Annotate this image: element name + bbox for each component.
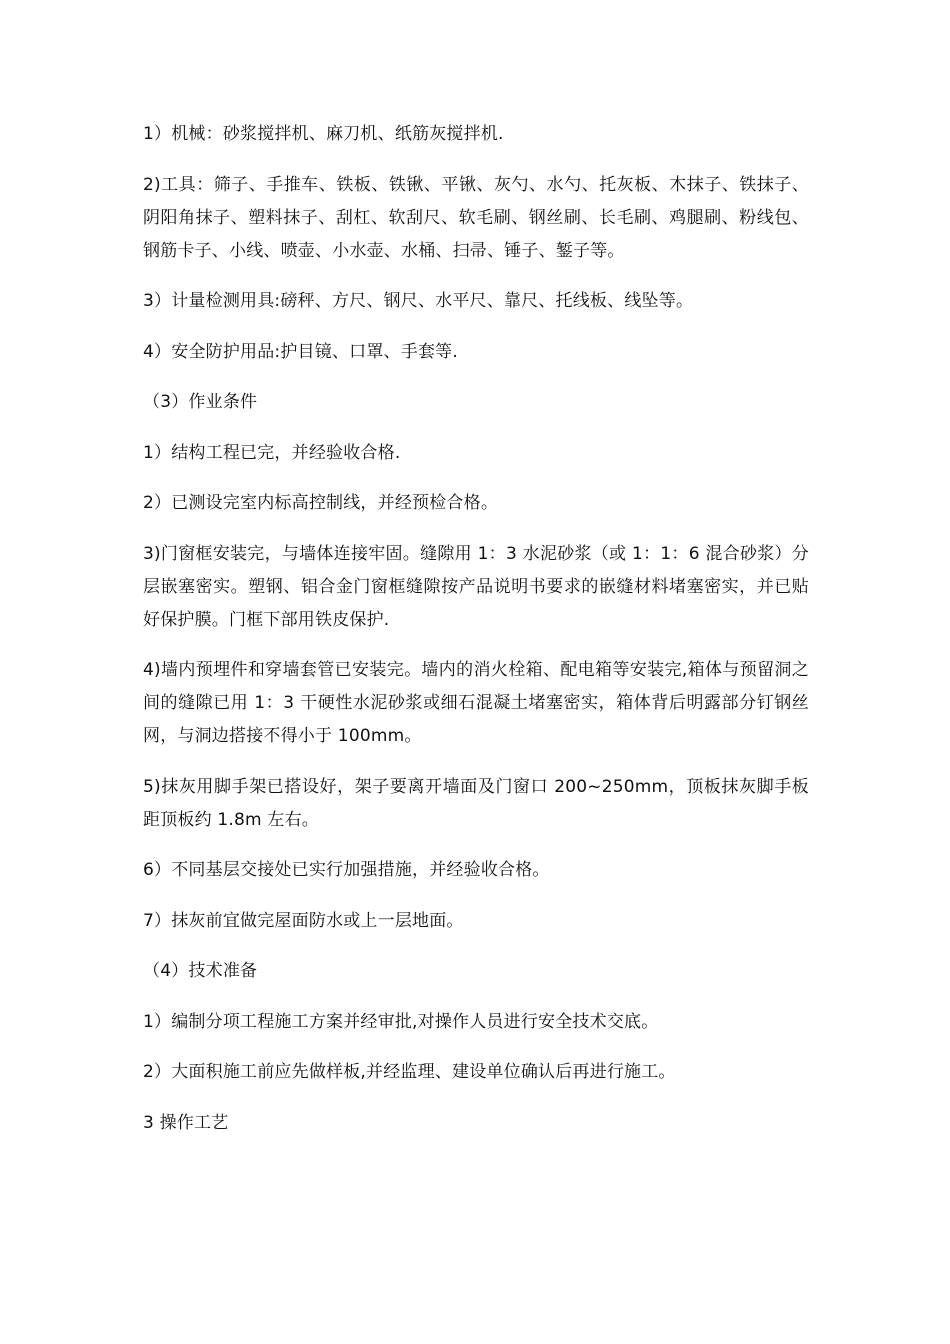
paragraph-tech-prep-2: 2）大面积施工前应先做样板,并经监理、建设单位确认后再进行施工。 (143, 1062, 676, 1082)
paragraph-measuring-tools: 3）计量检测用具:磅秤、方尺、钢尺、水平尺、靠尺、托线板、线坠等。 (143, 291, 694, 311)
paragraph-tools: 2)工具：筛子、手推车、铁板、铁锹、平锹、灰勺、水勺、托灰板、木抹子、铁抹子、阴阳角抹子、塑料抹子、刮杠、软刮尺、软毛刷、钢丝刷、长毛刷、鸡腿刷、粉线包、钢筋卡子、小线、喷壶、小水壶、水桶、扫帚、锤子、錾子等。 (143, 174, 809, 261)
paragraph-condition-5: 5)抹灰用脚手架已搭设好，架子要离开墙面及门窗口 200~250mm，顶板抹灰脚手板距顶板约 1.8m 左右。 (143, 776, 809, 830)
paragraph-condition-1: 1）结构工程已完，并经验收合格. (143, 442, 401, 463)
paragraph-condition-7: 7）抹灰前宜做完屋面防水或上一层地面。 (143, 910, 464, 931)
paragraph-condition-6: 6）不同基层交接处已实行加强措施，并经验收合格。 (143, 860, 550, 880)
paragraph-condition-2: 2）已测设完室内标高控制线，并经预检合格。 (143, 493, 499, 513)
section-heading-tech-prep: （4）技术准备 (143, 961, 258, 981)
document-body (143, 118, 809, 1157)
paragraph-machinery: 1）机械：砂浆搅拌机、麻刀机、纸筋灰搅拌机. (143, 124, 504, 144)
paragraph-condition-4: 4)墙内预埋件和穿墙套管已安装完。墙内的消火栓箱、配电箱等安装完,箱体与预留洞之间的缝隙已用 1：3 干硬性水泥砂浆或细石混凝土堵塞密实，箱体背后明露部分钉钢丝网，与洞边搭接不得小于 100mm。 (143, 660, 809, 746)
section-heading-process: 3 操作工艺 (143, 1112, 229, 1133)
section-heading-work-conditions: （3）作业条件 (143, 392, 258, 412)
paragraph-safety-gear: 4）安全防护用品:护目镜、口罩、手套等. (143, 341, 458, 362)
paragraph-tech-prep-1: 1）编制分项工程施工方案并经审批,对操作人员进行安全技术交底。 (143, 1011, 659, 1032)
paragraph-condition-3: 3)门窗框安装完，与墙体连接牢固。缝隙用 1：3 水泥砂浆（或 1：1：6 混合砂浆）分层嵌塞密实。塑钢、铝合金门窗框缝隙按产品说明书要求的嵌缝材料堵塞密实，并已贴好保护膜。门框下部用铁皮保护. (143, 543, 809, 630)
